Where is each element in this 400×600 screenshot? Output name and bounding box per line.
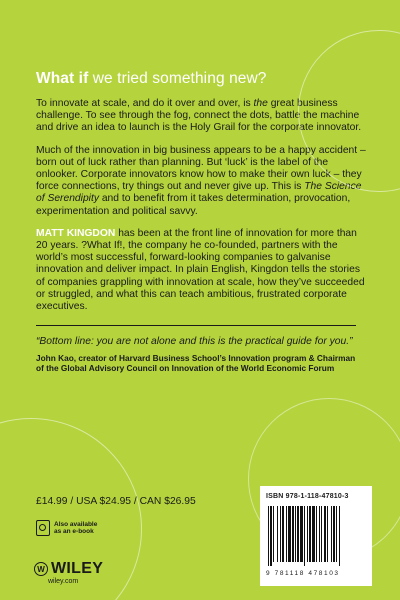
cover-content: [36, 70, 371, 374]
ebook-notice: [36, 520, 97, 536]
wiley-emblem-icon: W: [34, 562, 48, 576]
isbn-label: ISBN 978-1-118-47810-3: [266, 493, 349, 500]
blurb-paragraph-1: [36, 98, 371, 135]
endorsement: [36, 325, 356, 374]
barcode-number: 9 781118 478103: [266, 570, 340, 577]
price-list: £14.99 / USA $24.95 / CAN $26.95: [36, 496, 196, 507]
blurb-text: Much of the innovation in big business appears to be a happy accident – born out of luck rather than planning. But ‘luck’ is the label of the onlooker. Corporate innovators know how to make their own luck – they force connections, try things out and never give up. This is: [36, 144, 366, 193]
blurb-text: great business challenge. To see through the fog, connect the dots, battle the machine and drive an idea to launch is the Holy Grail for the corporate innovator.: [36, 98, 362, 134]
ebook-line-1: Also available: [54, 520, 98, 528]
headline: [36, 70, 371, 88]
endorsement-attribution: John Kao, creator of Harvard Business School’s Innovation program & Chairman of the Global Advisory Council on Innovation of the World Economic Forum: [36, 353, 356, 374]
blurb-italic: the: [253, 98, 268, 109]
author-bio: [36, 228, 371, 313]
publisher-logo: [34, 560, 103, 578]
barcode-bars: [266, 506, 366, 566]
ebook-line-2: as an e-book: [54, 528, 94, 535]
blurb-text: To innovate at scale, and do it over and over, is: [36, 98, 254, 109]
ebook-icon: [36, 520, 50, 536]
headline-bold: What if: [36, 70, 89, 87]
author-name: MATT KINGDON: [36, 227, 116, 239]
ebook-text: [54, 521, 97, 536]
publisher-website: wiley.com: [48, 578, 79, 585]
barcode-graphic: [266, 506, 366, 566]
publisher-name: WILEY: [51, 560, 104, 577]
barcode-panel: [260, 486, 372, 586]
blurb-paragraph-2: [36, 145, 371, 218]
headline-rest: we tried something new?: [88, 70, 267, 87]
book-title-italic: The Science of Serendipity: [36, 181, 362, 205]
endorsement-quote: “Bottom line: you are not alone and this is the practical guide for you.”: [36, 336, 353, 348]
blurb-text: and to benefit from it takes determination, provocation, experimentation and political savvy.: [36, 193, 351, 217]
bio-text: has been at the front line of innovation for more than 20 years. ?What If!, the company he co-founded, partners with the world’s most successful, forward-looking companies to galvanise innovation and deliver impact. In plain English, Kingdon tells the stories of companies grappling with innovation at scale, how they’ve succeeded or struggled, and what this can teach ambitious, frustrated corporate executives.: [36, 227, 365, 313]
